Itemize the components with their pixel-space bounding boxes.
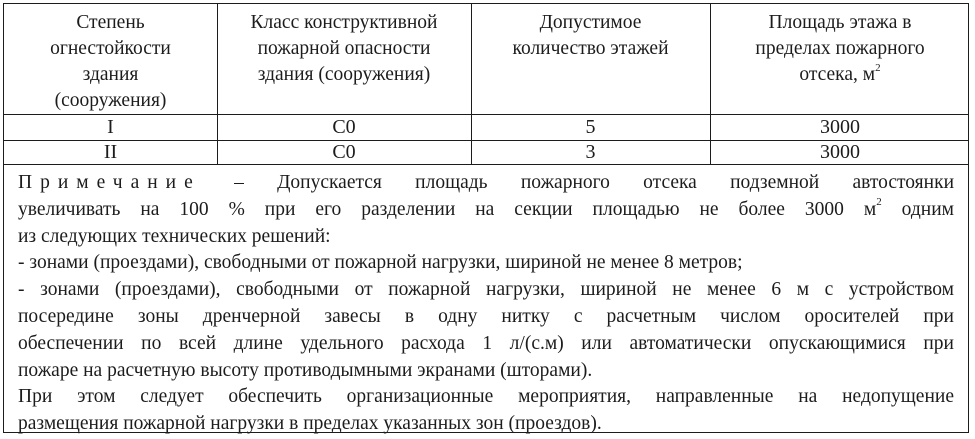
requirements-table [4,4,968,165]
note-line: обеспечении по всей длине удельного расхода 1 л/(с.м) или автоматически опускающимися при [18,332,954,354]
table-cell: С0 [332,141,356,163]
header-fire-resistance-degree: Степень огнестойкости здания (сооружения) [50,12,171,111]
table-cell: II [103,141,118,163]
note-line: размещения пожарной нагрузки в пределах указанных зон (проездов). [18,413,602,435]
note-line: посередине зоны дренчерной завесы в одну нитку с расчетным числом оросителей при [18,305,954,327]
table-cell: I [107,116,114,138]
table-bottom-border [4,164,968,165]
note-line: пожаре на расчетную высоту противодымными экранами (шторами). [18,359,593,381]
table-cell: 3000 [820,116,860,138]
header-structural-fire-hazard-class: Класс конструктивной пожарной опасности здания (сооружения) [250,12,438,85]
table-cell: 3000 [820,141,860,163]
table-cell: 3 [585,141,596,163]
note-label: Примечание [18,172,201,193]
superscript: 2 [875,61,881,74]
table-note [18,170,954,438]
note-line: - зонами (проездами), свободными от пожарной нагрузки, шириной не менее 6 м с устройством [18,279,954,301]
note-line: из следующих технических решений: [18,225,331,247]
note-line: - зонами (проездами), свободными от пожарной нагрузки, шириной не менее 8 метров; [18,252,743,274]
note-line: увеличивать на 100 % при его разделении на секции площадью не более 3000 $м^2$ одним [18,196,954,220]
header-floor-area: Площадь этажа в пределах пожарного отсека, $м^2$ [755,12,925,85]
fire-compartment-table-document [3,3,969,433]
table-cell: С0 [332,116,356,138]
note-line: При этом следует обеспечить организационные мероприятия, направленные на недопущение [18,386,954,408]
table-cell: 5 [585,116,596,138]
note-line: Примечание – Допускается площадь пожарного отсека подземной автостоянки [18,172,955,193]
header-allowed-floors: Допустимое количество этажей [512,12,669,59]
